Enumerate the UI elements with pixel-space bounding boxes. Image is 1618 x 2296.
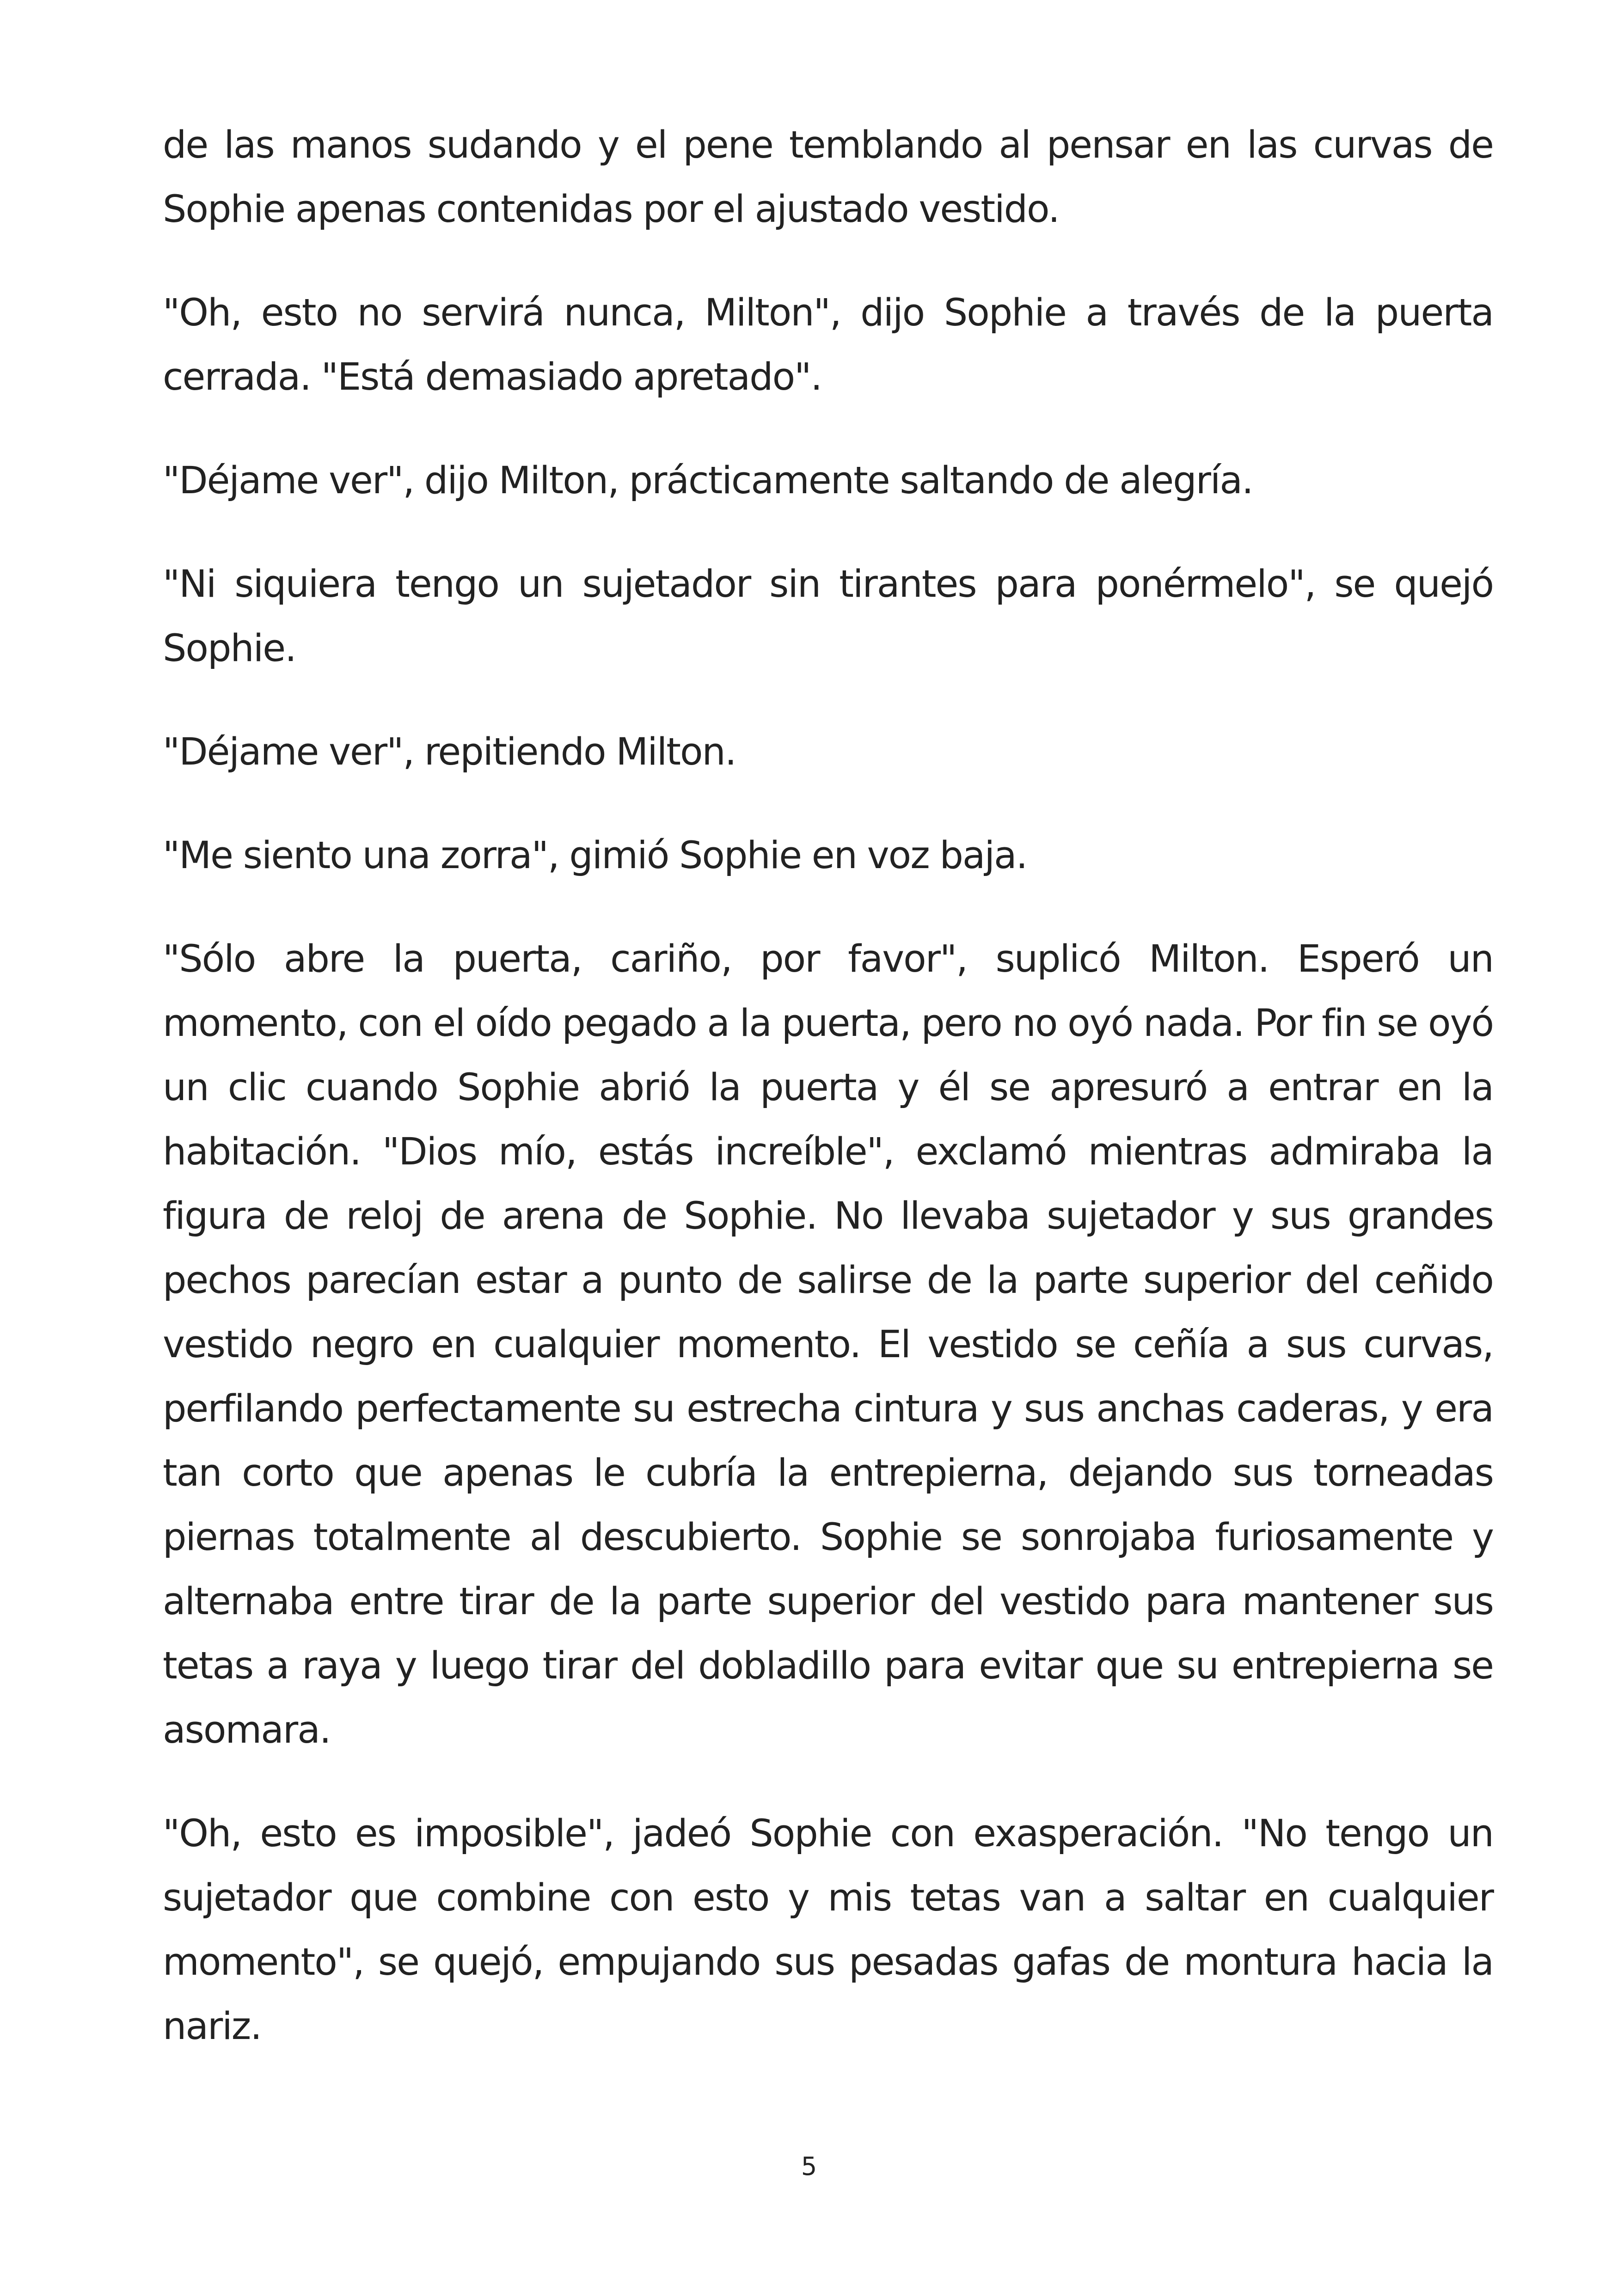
body-text	[163, 113, 1493, 2098]
paragraph: "Oh, esto no servirá nunca, Milton", dijo Sophie a través de la puerta cerrada. "Está demasiado apretado".	[163, 291, 1493, 399]
paragraph: "Déjame ver", repitiendo Milton.	[163, 730, 736, 774]
paragraph: "Me siento una zorra", gimió Sophie en voz baja.	[163, 834, 1027, 877]
paragraph: "Oh, esto es imposible", jadeó Sophie con exasperación. "No tengo un sujetador que combine con esto y mis tetas van a saltar en cualquier momento", se quejó, empujando sus pesadas gafas de montura hacia la nariz.	[163, 1812, 1493, 2048]
paragraph: de las manos sudando y el pene temblando al pensar en las curvas de Sophie apenas contenidas por el ajustado vestido.	[163, 123, 1493, 231]
paragraph: "Déjame ver", dijo Milton, prácticamente saltando de alegría.	[163, 459, 1253, 502]
paragraph: "Ni siquiera tengo un sujetador sin tirantes para ponérmelo", se quejó Sophie.	[163, 563, 1493, 670]
page-number: 5	[801, 2152, 817, 2181]
paragraph: "Sólo abre la puerta, cariño, por favor", suplicó Milton. Esperó un momento, con el oído pegado a la puerta, pero no oyó nada. Por fin se oyó un clic cuando Sophie abrió la puerta y él se apresuró a entrar en la habitación. "Dios mío, estás increíble", exclamó mientras admiraba la figura de reloj de arena de Sophie. No llevaba sujetador y sus grandes pechos parecían estar a punto de salirse de la parte superior del ceñido vestido negro en cualquier momento. El vestido se ceñía a sus curvas, perfilando perfectamente su estrecha cintura y sus anchas caderas, y era tan corto que apenas le cubría la entrepierna, dejando sus torneadas piernas totalmente al descubierto. Sophie se sonrojaba furiosamente y alternaba entre tirar de la parte superior del vestido para mantener sus tetas a raya y luego tirar del dobladillo para evitar que su entrepierna se asomara.	[163, 937, 1494, 1752]
